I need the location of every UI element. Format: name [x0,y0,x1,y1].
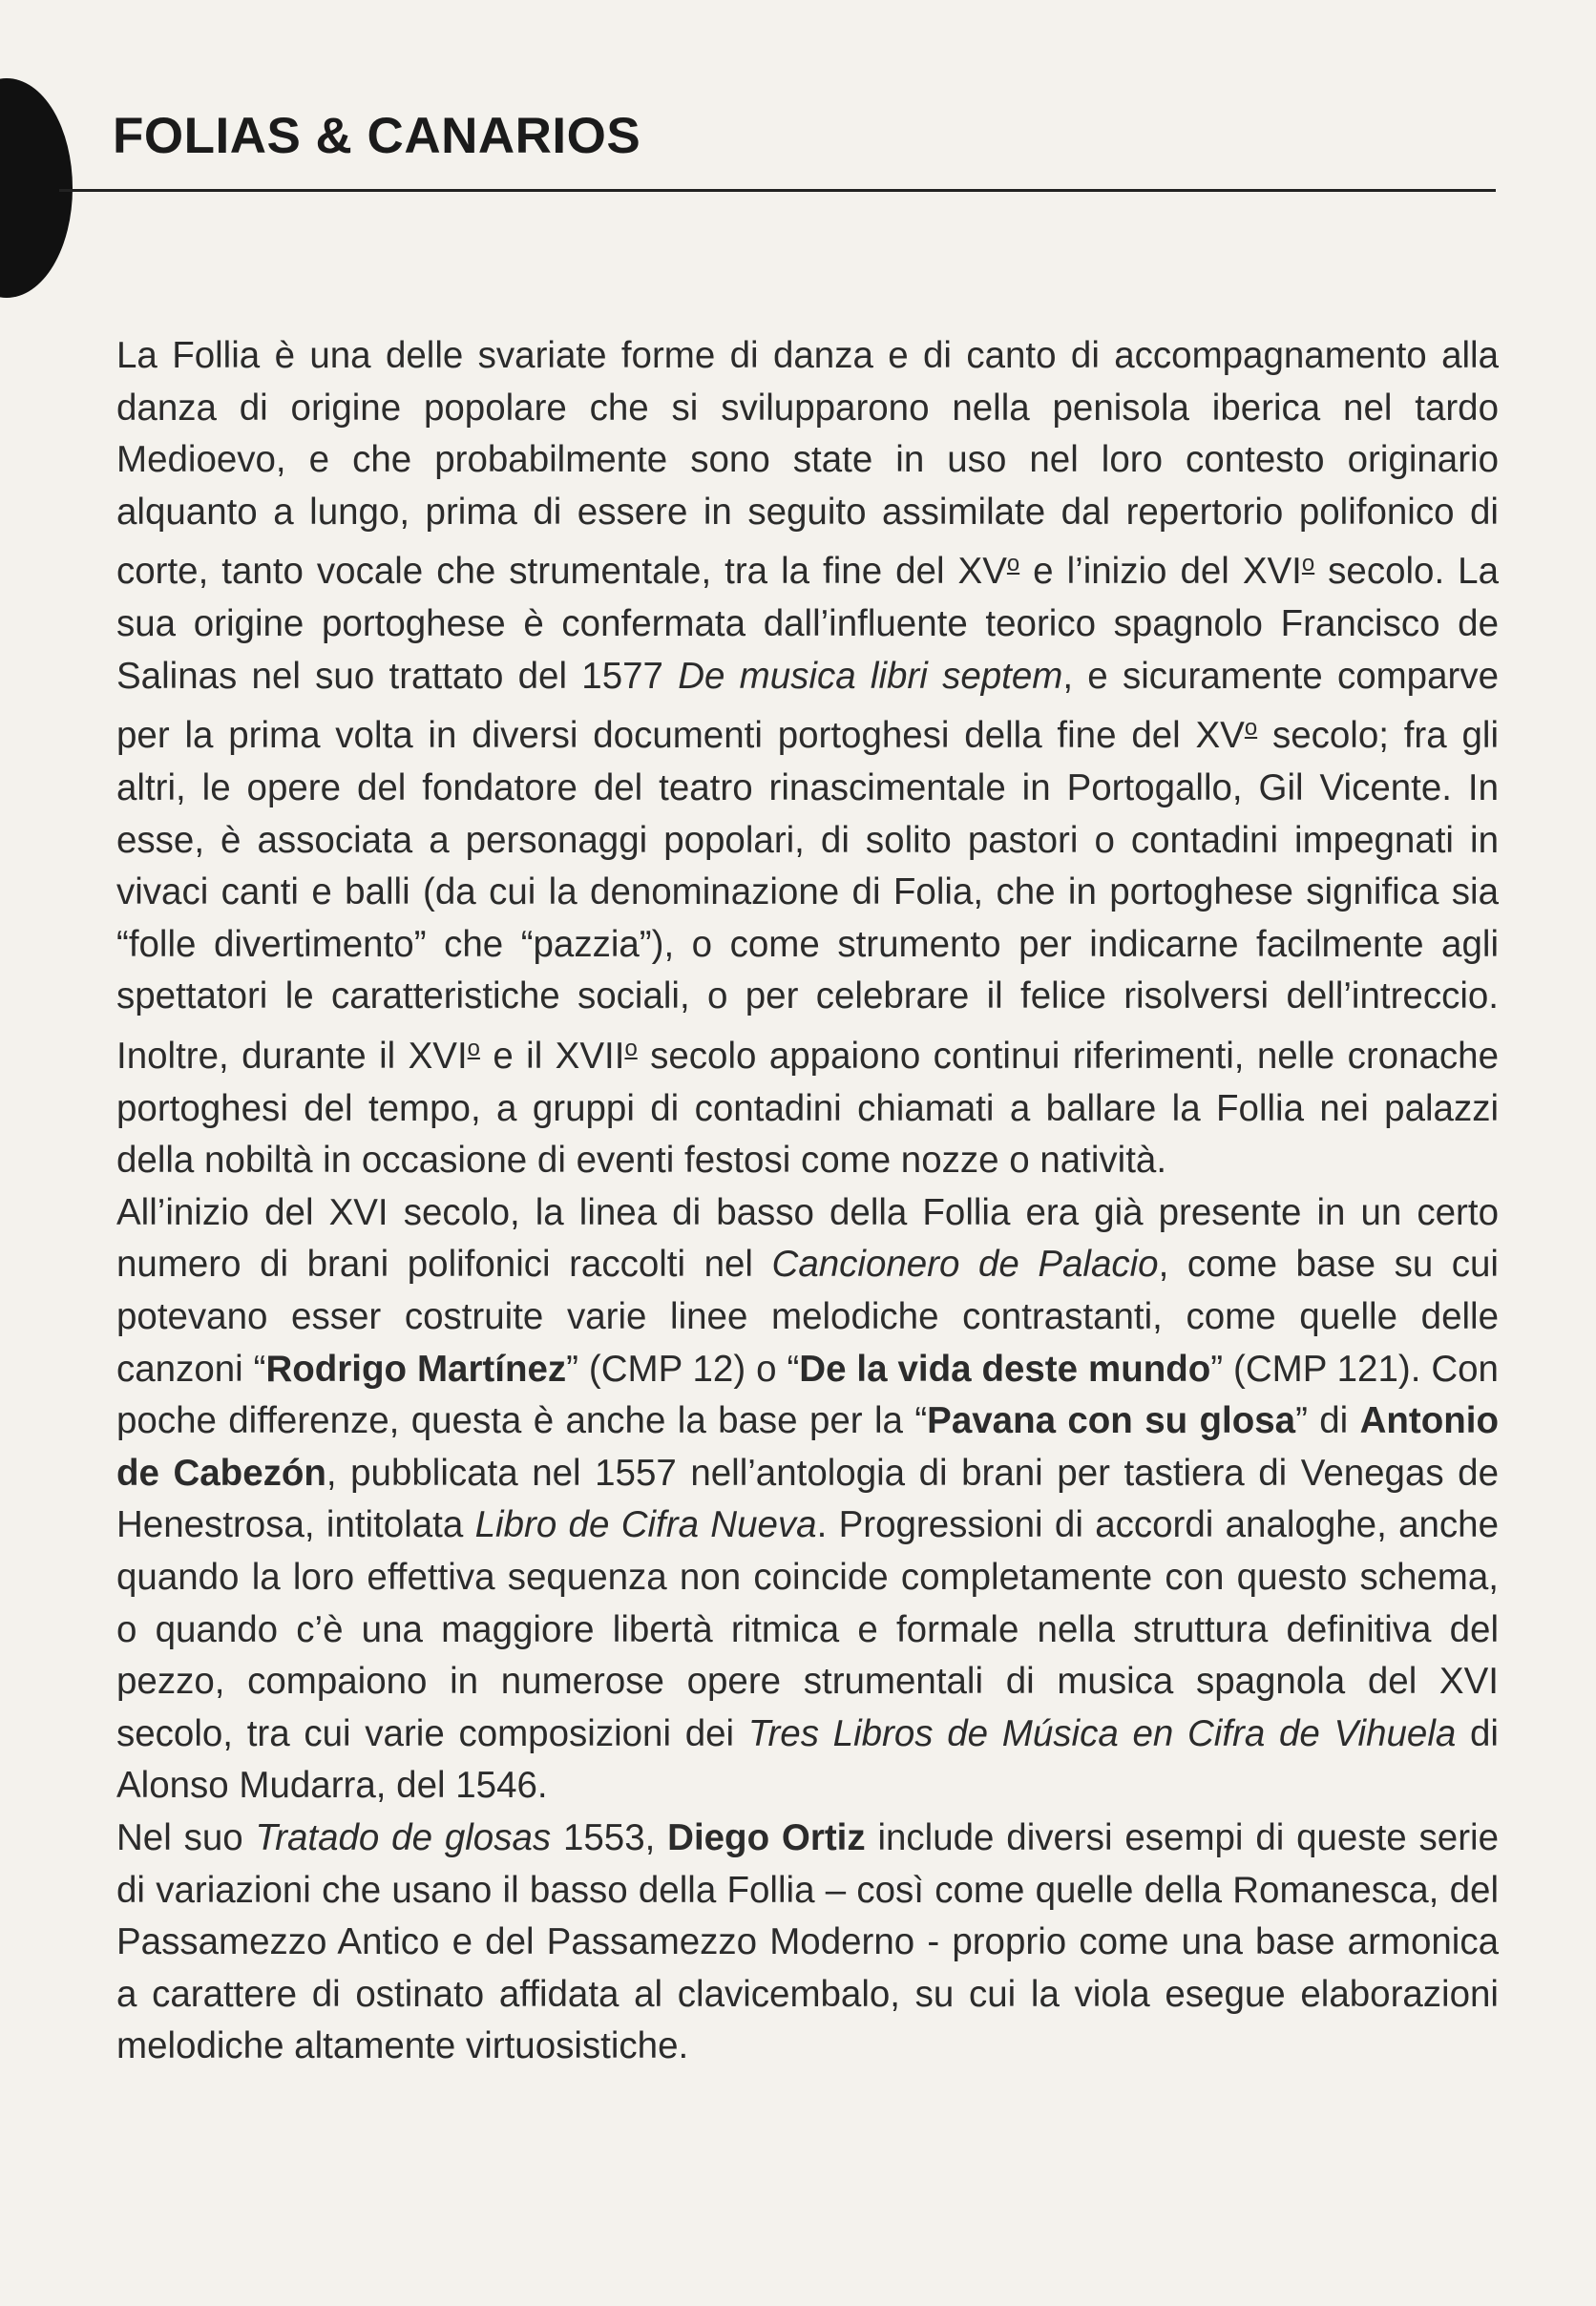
paragraph [116,1813,1499,2073]
text-run: e l’inizio del XVI [1019,551,1302,593]
text-run: , pubblicata nel 1557 nell’antologia di brani per tastiera di Venegas de Henestrosa, intitolata [116,1452,1499,1546]
text-run: di Alonso Mudarra, del 1546. [116,1712,1499,1807]
paragraph [116,330,1499,1187]
italic-title: De musica libri septem [678,655,1063,697]
italic-title: Cancionero de Palacio [771,1244,1159,1286]
text-run: La Follia è una delle svariate forme di danza e di canto di accompagnamento alla danza di origine popolare che si svilupparono nella penisola iberica nel tardo Medioevo, e che probabilmente sono state in uso nel loro contesto originario alquanto a lungo, prima di essere in seguito assimilate dal repertorio polifonico di corte, tanto vocale che strumentale, tra la fine del XV [116,335,1499,593]
title-rule [59,189,1496,192]
ordinal-indicator: o [624,1035,638,1061]
bold-name: De la vida deste mundo [799,1348,1211,1390]
text-run: secolo. La sua origine portoghese è confermata dall’influente teorico spagnolo Francisco de Salinas nel suo trattato del 1577 [116,551,1499,697]
text-run: include diversi esempi di queste serie di variazioni che usano il basso della Follia – così come quelle della Romanesca, del Passamezzo Antico e del Passamezzo Moderno - proprio come una base armonica a carattere di ostinato affidata al clavicembalo, su cui la viola esegue elaborazioni melodiche altamente virtuosistiche. [116,1817,1499,2067]
bold-name: Rodrigo Martínez [265,1348,567,1390]
text-run: secolo; fra gli altri, le opere del fondatore del teatro rinascimentale in Portogallo, Gil Vicente. In esse, è associata a personaggi popolari, di solito pastori o contadini impegnati in vivaci canti e balli (da cui la denominazione di Folia, che in portoghese significa sia “folle divertimento” che “pazzia”), o come strumento per indicarne facilmente agli spettatori le caratteristiche sociali, o per celebrare il felice risolversi dell’intreccio. Inoltre, durante il XVI [116,715,1499,1078]
bold-name: Pavana con su glosa [927,1400,1296,1442]
paragraph [116,1187,1499,1813]
page-title: FOLIAS & CANARIOS [113,108,641,164]
page-tab-marker [0,78,73,298]
bold-name: Antonio de Cabezón [116,1400,1499,1494]
text-run: 1553, [551,1817,668,1858]
text-run: , e sicuramente comparve per la prima volta in diversi documenti portoghesi della fine del XV [116,655,1499,757]
italic-title: Tres Libros de Música en Cifra de Vihuela [747,1712,1457,1754]
text-run: ” (CMP 12) o “ [566,1348,800,1390]
text-run: All’inizio del XVI secolo, la linea di basso della Follia era già presente in un certo numero di brani polifonici raccolti nel [116,1191,1499,1286]
ordinal-indicator: o [467,1035,480,1061]
italic-title: Tratado de glosas [255,1817,552,1858]
text-run: , come base su cui potevano esser costruite varie linee melodiche contrastanti, come quelle delle canzoni “ [116,1244,1499,1390]
text-run: Nel suo [116,1817,256,1858]
text-run: ” (CMP 121). Con poche differenze, questa è anche la base per la “ [116,1348,1499,1442]
ordinal-indicator: o [1301,551,1315,577]
italic-title: Libro de Cifra Nueva [474,1504,817,1546]
bold-name: Diego Ortiz [667,1817,866,1858]
text-run: ” di [1295,1400,1360,1442]
text-run: . Progressioni di accordi analoghe, anche quando la loro effettiva sequenza non coincide completamente con questo schema, o quando c’è una maggiore libertà ritmica e formale nella struttura definitiva del pezzo, compaiono in numerose opere strumentali di musica spagnola del XVI secolo, tra cui varie composizioni dei [116,1504,1499,1754]
text-run: secolo appaiono continui riferimenti, nelle cronache portoghesi del tempo, a gruppi di contadini chiamati a ballare la Follia nei palazzi della nobiltà in occasione di eventi festosi come nozze o natività. [116,1036,1499,1182]
body-text [116,330,1499,2073]
ordinal-indicator: o [1244,715,1258,742]
text-run: e il XVII [479,1036,625,1078]
ordinal-indicator: o [1006,551,1020,577]
